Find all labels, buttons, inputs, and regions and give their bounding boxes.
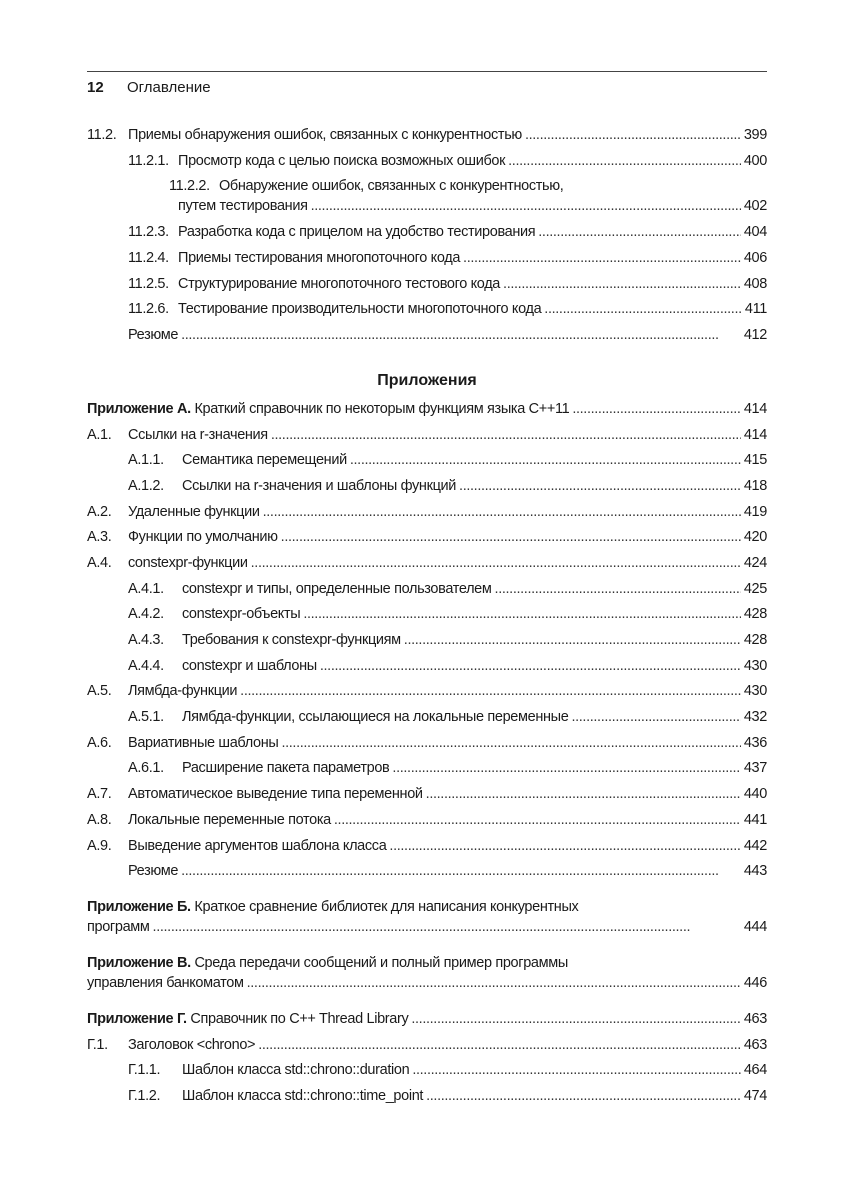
entry-title: Семантика перемещений bbox=[182, 452, 347, 469]
entry-number: Г.1.2. bbox=[128, 1087, 161, 1104]
entry-page: 418 bbox=[743, 477, 767, 494]
dot-leader bbox=[271, 426, 741, 444]
table-of-contents bbox=[87, 126, 767, 1113]
entry-title: Лямбда-функции, ссылающиеся на локальные переменные bbox=[182, 709, 569, 726]
entry-title: Шаблон класса std::chrono::time_point bbox=[182, 1087, 424, 1104]
dot-leader bbox=[411, 1010, 740, 1028]
entry-title: Справочник по C++ Thread Library bbox=[190, 1010, 409, 1027]
dot-leader bbox=[303, 605, 741, 623]
entry-page: 440 bbox=[743, 786, 767, 803]
entry-page: 424 bbox=[743, 554, 767, 571]
dot-leader bbox=[392, 759, 740, 777]
toc-entry[interactable] bbox=[87, 177, 767, 217]
dot-leader bbox=[495, 580, 741, 598]
dot-leader bbox=[544, 300, 742, 318]
entry-title-cont: программ bbox=[87, 918, 150, 935]
entry-number: А.2. bbox=[87, 503, 112, 520]
entry-page: 446 bbox=[743, 974, 767, 991]
entry-page: 411 bbox=[744, 301, 767, 318]
toc-entry[interactable] bbox=[87, 631, 767, 657]
toc-entry[interactable] bbox=[87, 837, 767, 863]
entry-page: 442 bbox=[743, 837, 767, 854]
entry-title: Требования к constexpr-функциям bbox=[182, 632, 401, 648]
toc-entry[interactable] bbox=[87, 1010, 767, 1036]
dot-leader bbox=[463, 249, 741, 267]
toc-entry[interactable] bbox=[87, 734, 767, 760]
toc-entry[interactable] bbox=[87, 249, 767, 275]
spacer bbox=[87, 888, 767, 898]
dot-leader bbox=[389, 837, 740, 855]
dot-leader bbox=[412, 1061, 741, 1079]
dot-leader bbox=[459, 477, 741, 495]
dot-leader bbox=[572, 400, 741, 418]
toc-entry[interactable] bbox=[87, 275, 767, 301]
entry-number: 11.2.3. bbox=[128, 224, 169, 241]
entry-number: А.7. bbox=[87, 786, 112, 803]
entry-page: 408 bbox=[743, 275, 767, 292]
entry-page: 419 bbox=[743, 503, 767, 520]
entry-page: 430 bbox=[743, 683, 767, 700]
toc-entry[interactable] bbox=[87, 1036, 767, 1062]
entry-number: Г.1. bbox=[87, 1036, 108, 1053]
entry-page: 412 bbox=[743, 327, 767, 344]
toc-entry[interactable] bbox=[87, 223, 767, 249]
toc-entry[interactable] bbox=[87, 400, 767, 426]
dot-leader bbox=[350, 451, 741, 469]
entry-page: 464 bbox=[743, 1062, 767, 1079]
entry-title: constexpr-функции bbox=[128, 554, 248, 571]
toc-entry[interactable] bbox=[87, 477, 767, 503]
toc-entry[interactable] bbox=[87, 528, 767, 554]
entry-number: 11.2.1. bbox=[128, 152, 169, 169]
entry-title: Заголовок <chrono> bbox=[128, 1036, 256, 1053]
entry-number: 11.2.6. bbox=[128, 301, 169, 318]
entry-page: 432 bbox=[743, 709, 767, 726]
entry-title: Приемы тестирования многопоточного кода bbox=[178, 250, 461, 267]
entry-page: 415 bbox=[743, 452, 767, 469]
entry-number: Г.1.1. bbox=[128, 1062, 161, 1079]
dot-leader bbox=[538, 223, 741, 241]
dot-leader bbox=[258, 1036, 741, 1054]
toc-entry[interactable] bbox=[87, 126, 767, 152]
entry-title: Выведение аргументов шаблона класса bbox=[128, 837, 387, 854]
appendix-label: Приложение Б. bbox=[87, 898, 191, 915]
dot-leader bbox=[281, 528, 741, 546]
dot-leader bbox=[247, 974, 741, 992]
header-rule bbox=[87, 71, 767, 72]
entry-title: Ссылки на r-значения и шаблоны функций bbox=[182, 477, 457, 494]
entry-number: А.5.1. bbox=[128, 709, 164, 726]
entry-number: А.8. bbox=[87, 811, 112, 828]
entry-title: Краткое сравнение библиотек для написания конкурентных bbox=[194, 898, 579, 915]
toc-entry[interactable] bbox=[87, 580, 767, 606]
toc-entry[interactable] bbox=[87, 785, 767, 811]
entry-first-line bbox=[128, 177, 767, 197]
entry-page: 428 bbox=[743, 632, 767, 648]
entry-number: А.4.1. bbox=[128, 580, 164, 597]
toc-entry[interactable] bbox=[87, 326, 767, 352]
dot-leader bbox=[181, 326, 741, 344]
entry-title: Автоматическое выведение типа переменной bbox=[128, 786, 423, 803]
spacer bbox=[87, 1000, 767, 1010]
entry-number: А.4.4. bbox=[128, 657, 164, 674]
toc-entry[interactable] bbox=[87, 152, 767, 178]
entry-page: 437 bbox=[743, 760, 767, 777]
entry-page: 414 bbox=[743, 426, 767, 443]
toc-entry[interactable] bbox=[87, 708, 767, 734]
entry-title: Разработка кода с прицелом на удобство тестирования bbox=[178, 224, 536, 241]
entry-page: 430 bbox=[743, 657, 767, 674]
entry-number: А.1. bbox=[87, 426, 112, 443]
toc-entry[interactable] bbox=[87, 759, 767, 785]
entry-second-line bbox=[128, 197, 767, 217]
toc-entry[interactable] bbox=[87, 954, 767, 994]
entry-number: А.9. bbox=[87, 837, 112, 854]
dot-leader bbox=[320, 657, 741, 675]
appendix-label: Приложение А. bbox=[87, 400, 191, 417]
entry-number: А.1.1. bbox=[128, 452, 164, 469]
dot-leader bbox=[181, 862, 741, 880]
entry-title: Вариативные шаблоны bbox=[128, 734, 279, 751]
toc-entry[interactable] bbox=[87, 898, 767, 938]
toc-entry[interactable] bbox=[87, 554, 767, 580]
dot-leader bbox=[311, 197, 741, 215]
entry-title: Краткий справочник по некоторым функциям языка C++11 bbox=[194, 400, 570, 417]
running-title: Оглавление bbox=[127, 79, 211, 96]
entry-title: Шаблон класса std::chrono::duration bbox=[182, 1062, 410, 1079]
toc-entry[interactable] bbox=[87, 605, 767, 631]
entry-number: А.4.3. bbox=[128, 632, 164, 648]
entry-page: 400 bbox=[743, 152, 767, 169]
entry-page: 404 bbox=[743, 224, 767, 241]
appendix-label: Приложение Г. bbox=[87, 1010, 187, 1027]
entry-page: 406 bbox=[743, 250, 767, 267]
toc-entry[interactable] bbox=[87, 451, 767, 477]
entry-number: А.5. bbox=[87, 683, 112, 700]
dot-leader bbox=[251, 554, 741, 572]
toc-entry[interactable] bbox=[87, 657, 767, 683]
appendix-label: Приложение В. bbox=[87, 954, 191, 971]
entry-title: Функции по умолчанию bbox=[128, 529, 278, 546]
entry-title: Лямбда-функции bbox=[128, 683, 238, 700]
appendices-heading: Приложения bbox=[377, 371, 477, 389]
entry-page: 425 bbox=[743, 580, 767, 597]
dot-leader bbox=[404, 631, 741, 649]
entry-page: 474 bbox=[743, 1087, 767, 1104]
entry-number: А.6.1. bbox=[128, 760, 164, 777]
entry-page: 463 bbox=[743, 1010, 767, 1027]
dot-leader bbox=[426, 1087, 741, 1105]
entry-page: 463 bbox=[743, 1036, 767, 1053]
entry-page: 436 bbox=[743, 734, 767, 751]
entry-title: Приемы обнаружения ошибок, связанных с конкурентностью bbox=[128, 127, 522, 143]
entry-title: constexpr и шаблоны bbox=[182, 657, 317, 674]
entry-page: 399 bbox=[743, 127, 767, 143]
entry-page: 444 bbox=[743, 918, 767, 935]
toc-entry[interactable] bbox=[87, 300, 767, 326]
running-header bbox=[87, 79, 211, 96]
dot-leader bbox=[503, 275, 741, 293]
entry-title: Просмотр кода с целью поиска возможных ошибок bbox=[178, 152, 506, 169]
entry-title: Расширение пакета параметров bbox=[182, 760, 390, 777]
entry-title: Структурирование многопоточного тестового кода bbox=[178, 275, 501, 292]
entry-title: constexpr-объекты bbox=[182, 606, 301, 623]
dot-leader bbox=[426, 785, 741, 803]
entry-number: 11.2.4. bbox=[128, 250, 169, 267]
entry-title: Резюме bbox=[128, 327, 179, 344]
toc-entry[interactable] bbox=[87, 811, 767, 837]
page-number: 12 bbox=[87, 79, 104, 96]
entry-second-line bbox=[87, 918, 767, 938]
entry-title: Среда передачи сообщений и полный пример программы bbox=[194, 954, 568, 971]
dot-leader bbox=[153, 918, 741, 936]
entry-number: А.4.2. bbox=[128, 606, 164, 623]
entry-number: 11.2.5. bbox=[128, 275, 169, 292]
toc-entry[interactable] bbox=[87, 1061, 767, 1087]
entry-title: Резюме bbox=[128, 863, 179, 880]
spacer bbox=[87, 944, 767, 954]
entry-page: 414 bbox=[743, 400, 767, 417]
dot-leader bbox=[240, 682, 741, 700]
entry-title: Локальные переменные потока bbox=[128, 811, 331, 828]
entry-first-line bbox=[87, 898, 767, 918]
toc-entry[interactable] bbox=[87, 682, 767, 708]
dot-leader bbox=[571, 708, 740, 726]
entry-number: А.4. bbox=[87, 554, 112, 571]
entry-title-cont: управления банкоматом bbox=[87, 974, 244, 991]
dot-leader bbox=[281, 734, 740, 752]
dot-leader bbox=[334, 811, 741, 829]
toc-entry[interactable] bbox=[87, 862, 767, 888]
entry-title: constexpr и типы, определенные пользователем bbox=[182, 580, 492, 597]
entry-number: А.6. bbox=[87, 734, 112, 751]
entry-second-line bbox=[87, 974, 767, 994]
entry-number: 11.2.2. bbox=[169, 178, 210, 195]
entry-page: 441 bbox=[743, 811, 767, 828]
dot-leader bbox=[508, 152, 741, 170]
toc-entry[interactable] bbox=[87, 503, 767, 529]
entry-title: Ссылки на r-значения bbox=[128, 426, 268, 443]
dot-leader bbox=[263, 503, 741, 521]
entry-page: 420 bbox=[743, 529, 767, 546]
entry-number: А.3. bbox=[87, 529, 112, 546]
entry-page: 443 bbox=[743, 863, 767, 880]
entry-title: Обнаружение ошибок, связанных с конкурентностью, bbox=[219, 178, 564, 195]
entry-page: 402 bbox=[743, 198, 767, 215]
dot-leader bbox=[525, 126, 741, 144]
entry-number: 11.2. bbox=[87, 127, 117, 143]
entry-first-line bbox=[87, 954, 767, 974]
toc-entry[interactable] bbox=[87, 1087, 767, 1113]
entry-number: А.1.2. bbox=[128, 477, 164, 494]
entry-title: Тестирование производительности многопоточного кода bbox=[178, 301, 542, 318]
entry-title: Удаленные функции bbox=[128, 503, 260, 520]
toc-entry[interactable] bbox=[87, 426, 767, 452]
entry-title-cont: путем тестирования bbox=[178, 198, 308, 215]
entry-page: 428 bbox=[743, 606, 767, 623]
